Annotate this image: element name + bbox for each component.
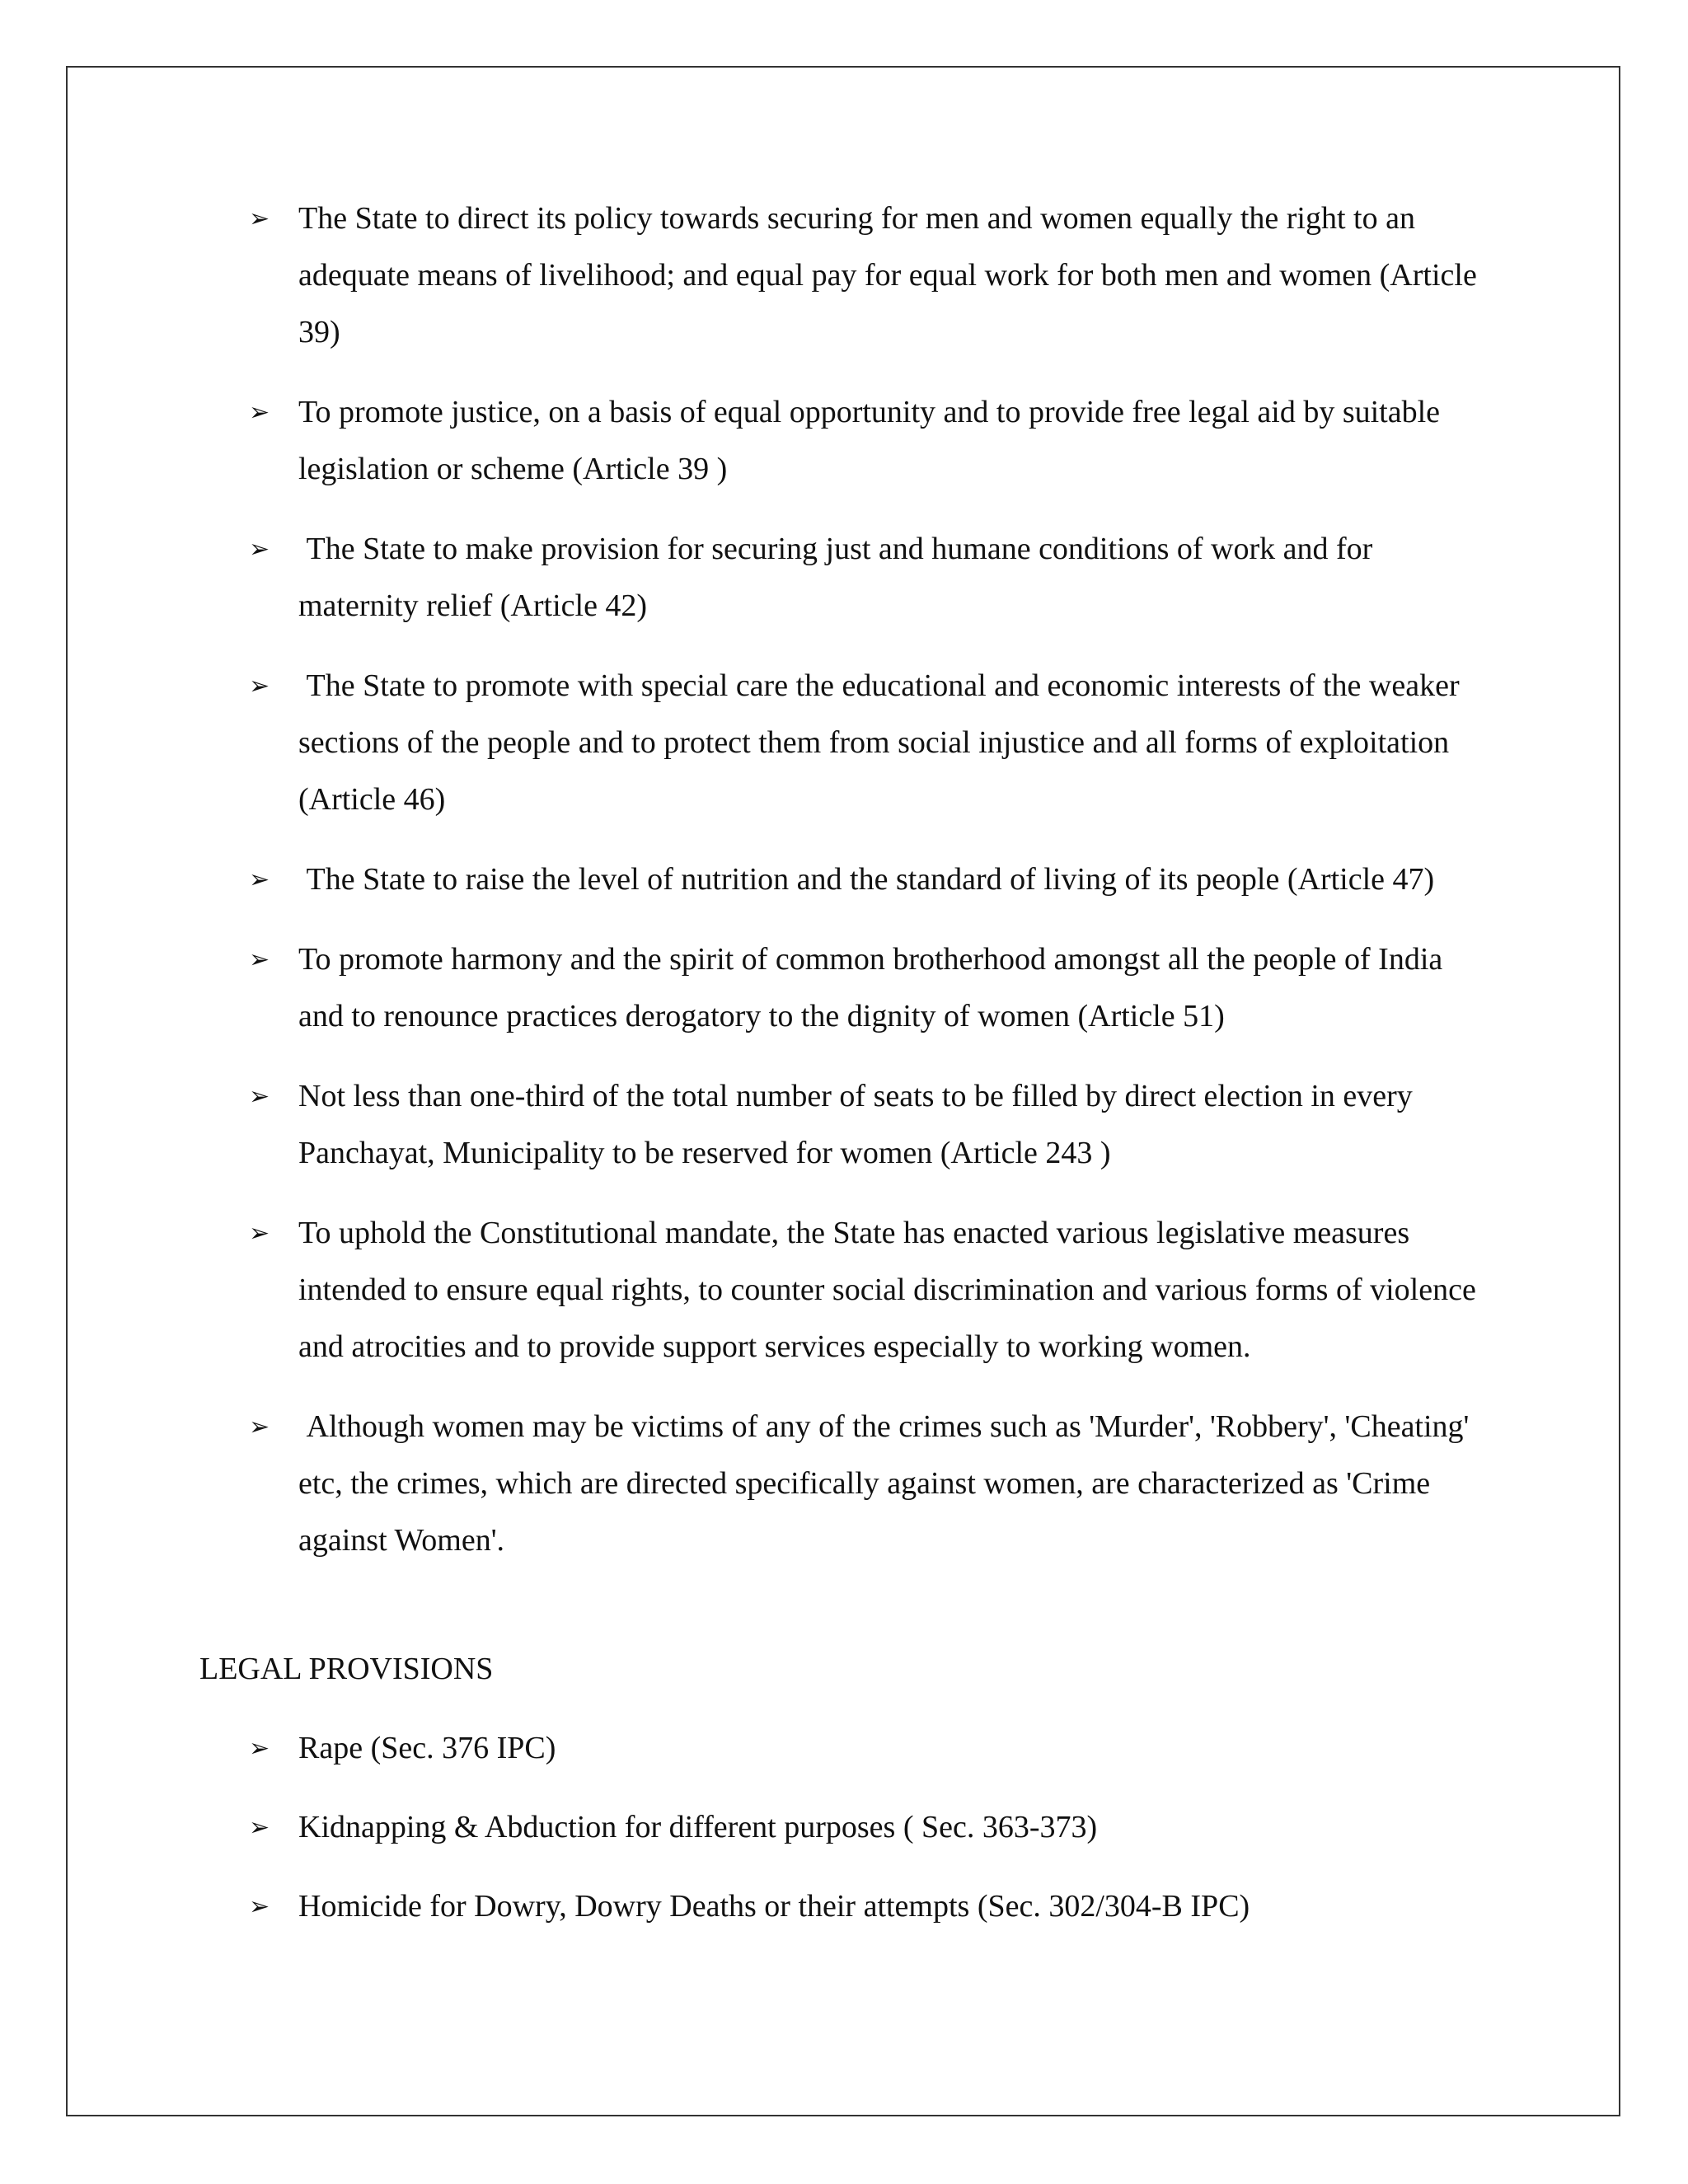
list-item	[0, 1068, 1485, 1182]
list-item-text: The State to raise the level of nutrition and the standard of living of its people (Article 47)	[298, 862, 1435, 897]
list-item	[0, 851, 1485, 908]
list-item	[0, 1205, 1485, 1376]
list-item	[0, 384, 1485, 498]
arrow-bullet-icon: ➢	[249, 865, 270, 894]
legal-provisions-list	[0, 1720, 1485, 1957]
constitutional-provisions-list	[0, 190, 1485, 1592]
arrow-bullet-icon: ➢	[249, 672, 270, 701]
list-item	[0, 658, 1485, 828]
arrow-bullet-icon: ➢	[249, 1413, 270, 1441]
list-item	[0, 1878, 1485, 1935]
arrow-bullet-icon: ➢	[249, 1219, 270, 1248]
arrow-bullet-icon: ➢	[249, 1892, 270, 1921]
arrow-bullet-icon: ➢	[249, 1813, 270, 1842]
list-item-text: To uphold the Constitutional mandate, the State has enacted various legislative measures intended to ensure equal rights, to counter social discrimination and various forms of violence and atrocities and to provide support services especially to working women.	[298, 1216, 1476, 1364]
list-item-text: Rape (Sec. 376 IPC)	[298, 1731, 556, 1765]
arrow-bullet-icon: ➢	[249, 945, 270, 974]
arrow-bullet-icon: ➢	[249, 398, 270, 427]
arrow-bullet-icon: ➢	[249, 204, 270, 233]
list-item-text: The State to make provision for securing just and humane conditions of work and for maternity relief (Article 42)	[298, 532, 1381, 623]
list-item-text: To promote harmony and the spirit of common brotherhood amongst all the people of India and to renounce practices derogatory to the dignity of women (Article 51)	[298, 942, 1443, 1033]
list-item	[0, 521, 1485, 635]
list-item	[0, 1720, 1485, 1777]
list-item-text: Kidnapping & Abduction for different purposes ( Sec. 363-373)	[298, 1810, 1098, 1844]
arrow-bullet-icon: ➢	[249, 1082, 270, 1111]
arrow-bullet-icon: ➢	[249, 535, 270, 564]
arrow-bullet-icon: ➢	[249, 1734, 270, 1763]
list-item	[0, 931, 1485, 1045]
list-item-text: Although women may be victims of any of the crimes such as 'Murder', 'Robbery', 'Cheating' etc, the crimes, which are directed specifically against women, are characterized as 'Crime against Women'.	[298, 1409, 1477, 1558]
list-item-text: Homicide for Dowry, Dowry Deaths or their attempts (Sec. 302/304-B IPC)	[298, 1889, 1250, 1924]
list-item	[0, 1399, 1485, 1569]
list-item	[0, 1799, 1485, 1856]
list-item	[0, 190, 1485, 361]
section-heading-legal-provisions: LEGAL PROVISIONS	[199, 1652, 494, 1686]
list-item-text: To promote justice, on a basis of equal opportunity and to provide free legal aid by suitable legislation or scheme (Article 39 )	[298, 395, 1441, 486]
list-item-text: The State to promote with special care the educational and economic interests of the weaker sections of the people and to protect them from social injustice and all forms of exploitation (Article 46)	[298, 668, 1468, 817]
list-item-text: The State to direct its policy towards securing for men and women equally the right to an adequate means of livelihood; and equal pay for equal work for both men and women (Article 39)	[298, 201, 1477, 349]
list-item-text: Not less than one-third of the total number of seats to be filled by direct election in every Panchayat, Municipality to be reserved for women (Article 243 )	[298, 1079, 1413, 1170]
